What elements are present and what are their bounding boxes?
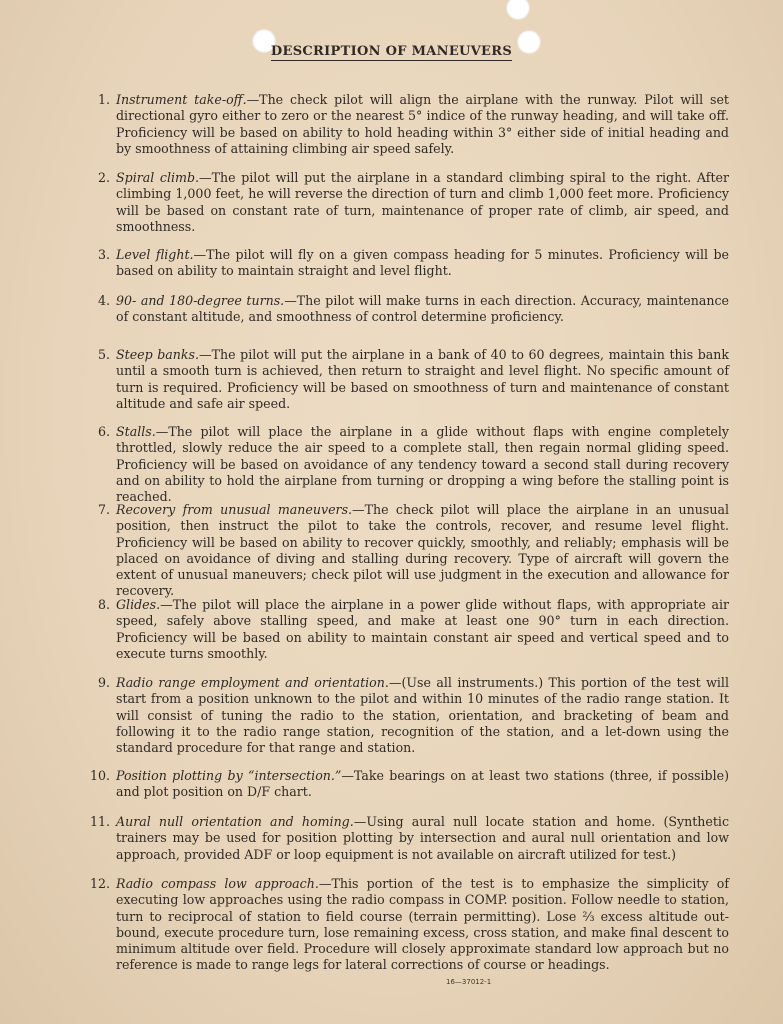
list-item: 12. Radio compass low approach.—This portion of the test is to emphasize the simplicity of executing low approaches using the radio compass in COMP. position. Follow needle to station, turn to reciprocal of station to field course (terrain permitting). Lose ⅔ excess altitude out-bound, execute procedure turn, lose remaining excess, cross station, and make final descent to minimum altitude over field. Procedure will closely approximate standard low approach but no reference is made to range legs for lateral corrections of course or headings. <box>89 876 729 973</box>
item-text: —The pilot will fly on a given compass heading for 5 minutes. Proficiency will be based on ability to maintain straight and level flight. <box>116 247 729 279</box>
item-text: —(Use all instruments.) This portion of the test will start from a position unknown to the pilot and within 10 minutes of the radio range station. It will consist of tuning the radio to the station, orientation, and bracketing of beam and following it to the radio range station, recognition of the station, and a let-down using the standard procedure for that range and station. <box>116 675 729 756</box>
list-item: 3. Level flight.—The pilot will fly on a given compass heading for 5 minutes. Proficiency will be based on ability to maintain straight and level flight. <box>97 247 729 279</box>
form-number: 16—37012-1 <box>446 978 492 986</box>
item-text: —The check pilot will place the airplane in an unusual position, then instruct the pilot to take the controls, recover, and resume level flight. Proficiency will be based on ability to recover quickly, smoothly, and reliably; emphasis will be placed on avoidance of diving and stalling during recovery. Type of aircraft will govern the extent of unusual maneuvers; check pilot will use judgment in the execution and allowance for recovery. <box>116 502 729 599</box>
list-item: 10. Position plotting by “intersection.”—Take bearings on at least two stations (three, if possible) and plot position on D/F chart. <box>89 768 729 800</box>
item-text: —The pilot will make turns in each direction. Accuracy, maintenance of constant altitude, and smoothness of control determine proficiency. <box>116 293 729 325</box>
list-item: 5. Steep banks.—The pilot will put the airplane in a bank of 40 to 60 degrees, maintain this bank until a smooth turn is achieved, then return to straight and level flight. No specific amount of turn is required. Proficiency will be based on smoothness of turn and maintenance of constant altitude and safe air speed. <box>97 347 730 411</box>
item-heading: Aural null orientation and homing. <box>116 814 354 829</box>
item-text: —This portion of the test is to emphasize the simplicity of executing low approaches using the radio compass in COMP. position. Follow needle to station, turn to reciprocal of station to field course (terrain permitting). Lose ⅔ excess altitude out-bound, execute procedure turn, lose remaining excess, cross station, and make final descent to minimum altitude over field. Procedure will closely approximate standard low approach but no reference is made to range legs for lateral corrections of course or headings. <box>116 876 729 973</box>
item-heading: Recovery from unusual maneuvers. <box>116 502 353 517</box>
item-heading: Spiral climb. <box>116 170 200 185</box>
punch-hole <box>506 0 530 20</box>
item-text: —The pilot will put the airplane in a standard climbing spiral to the right. After climbing 1,000 feet, he will reverse the direction of turn and climb 1,000 feet more. Proficiency will be based on constant rate of turn, maintenance of proper rate of climb, air speed, and smoothness. <box>116 170 729 234</box>
page-title: DESCRIPTION OF MANEUVERS <box>270 44 513 59</box>
item-text: —The pilot will put the airplane in a bank of 40 to 60 degrees, maintain this bank until a smooth turn is achieved, then return to straight and level flight. No specific amount of turn is required. Proficiency will be based on smoothness of turn and maintenance of constant altitude and safe air speed. <box>116 347 730 411</box>
item-text: —The check pilot will align the airplane with the runway. Pilot will set directional gyro either to zero or the nearest 5° indice of the runway heading, and will take off. Proficiency will be based on ability to hold heading within 3° either side of initial heading and by smoothness of attaining climbing air speed safely. <box>116 92 729 156</box>
item-text: —The pilot will place the airplane in a glide without flaps with engine completely throttled, slowly reduce the air speed to a complete stall, then regain normal gliding speed. Proficiency will be based on avoidance of any tendency toward a second stall during recovery and on ability to hold the airplane from turning or dropping a wing before the stalling point is reached. <box>116 424 729 505</box>
list-item: 4. 90- and 180-degree turns.—The pilot will make turns in each direction. Accuracy, maintenance of constant altitude, and smoothness of control determine proficiency. <box>97 293 729 325</box>
list-item: 6. Stalls.—The pilot will place the airplane in a glide without flaps with engine completely throttled, slowly reduce the air speed to a complete stall, then regain normal gliding speed. Proficiency will be based on avoidance of any tendency toward a second stall during recovery and on ability to hold the airplane from turning or dropping a wing before the stalling point is reached. <box>97 424 729 505</box>
list-item: 7. Recovery from unusual maneuvers.—The check pilot will place the airplane in an unusual position, then instruct the pilot to take the controls, recover, and resume level flight. Proficiency will be based on ability to recover quickly, smoothly, and reliably; emphasis will be placed on avoidance of diving and stalling during recovery. Type of aircraft will govern the extent of unusual maneuvers; check pilot will use judgment in the execution and allowance for recovery. <box>97 502 729 599</box>
item-heading: Radio compass low approach. <box>116 876 319 891</box>
list-item: 1. Instrument take-off.—The check pilot will align the airplane with the runway. Pilot will set directional gyro either to zero or the nearest 5° indice of the runway heading, and will take off. Proficiency will be based on ability to hold heading within 3° either side of initial heading and by smoothness of attaining climbing air speed safely. <box>97 92 729 156</box>
item-heading: Position plotting by “intersection.” <box>116 768 342 783</box>
item-heading: Instrument take-off. <box>116 92 247 107</box>
item-text: —Take bearings on at least two stations (three, if possible) and plot position on D/F chart. <box>116 768 729 800</box>
item-text: —Using aural null locate station and home. (Synthetic trainers may be used for position plotting by intersection and aural null orientation and low approach, provided ADF or loop equipment is not available on aircraft utilized for test.) <box>116 814 729 862</box>
list-item: 9. Radio range employment and orientation.—(Use all instruments.) This portion of the test will start from a position unknown to the pilot and within 10 minutes of the radio range station. It will consist of tuning the radio to the station, orientation, and bracketing of beam and following it to the radio range station, recognition of the station, and a let-down using the standard procedure for that range and station. <box>97 675 729 756</box>
list-item: 11. Aural null orientation and homing.—Using aural null locate station and home. (Synthetic trainers may be used for position plotting by intersection and aural null orientation and low approach, provided ADF or loop equipment is not available on aircraft utilized for test.) <box>89 814 729 862</box>
item-heading: Level flight. <box>116 247 194 262</box>
list-item: 8. Glides.—The pilot will place the airplane in a power glide without flaps, with appropriate air speed, safely above stalling speed, and make at least one 90° turn in each direction. Proficiency will be based on ability to maintain constant air speed and vertical speed and to execute turns smoothly. <box>97 597 729 661</box>
item-heading: 90- and 180-degree turns. <box>116 293 285 308</box>
list-item: 2. Spiral climb.—The pilot will put the airplane in a standard climbing spiral to the right. After climbing 1,000 feet, he will reverse the direction of turn and climb 1,000 feet more. Proficiency will be based on constant rate of turn, maintenance of proper rate of climb, air speed, and smoothness. <box>97 170 729 234</box>
item-heading: Radio range employment and orientation. <box>116 675 389 690</box>
item-heading: Steep banks. <box>116 347 200 362</box>
item-text: —The pilot will place the airplane in a power glide without flaps, with appropriate air speed, safely above stalling speed, and make at least one 90° turn in each direction. Proficiency will be based on ability to maintain constant air speed and vertical speed and to execute turns smoothly. <box>116 597 729 661</box>
item-heading: Glides. <box>116 597 161 612</box>
item-heading: Stalls. <box>116 424 156 439</box>
